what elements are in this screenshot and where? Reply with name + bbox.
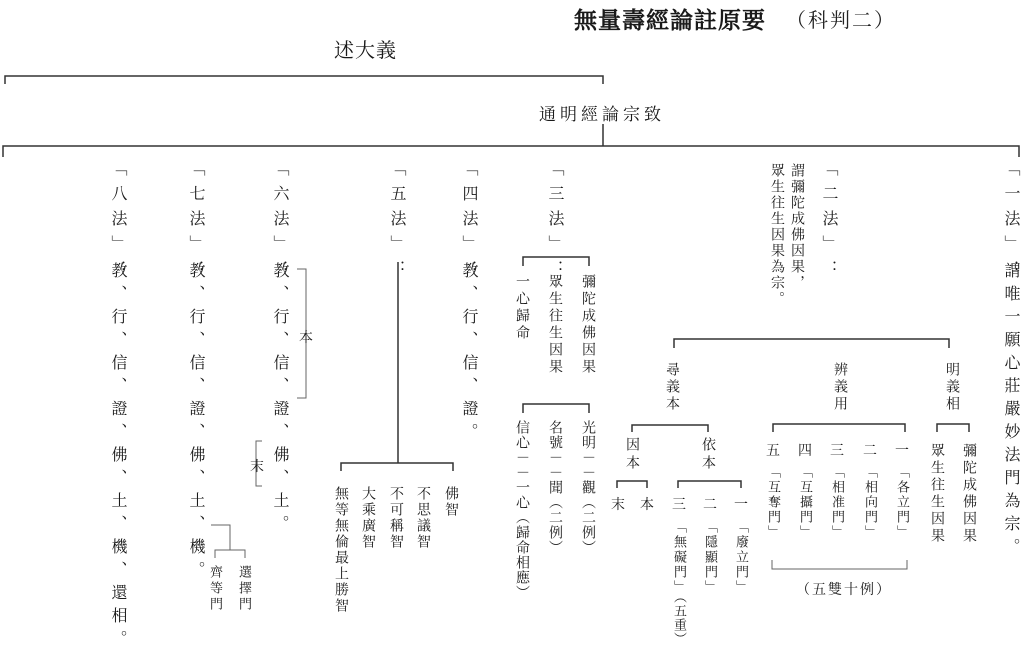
- branch-six-content: 教、行、信、證、佛、土。: [271, 262, 290, 538]
- bianyiyong-huduo-gate: 「互奪門」: [765, 465, 780, 540]
- branch-four-heading: 「四法」：: [460, 160, 479, 285]
- yiben-wuai-gate: 「無礙門」: [671, 520, 686, 595]
- bianyiyong-num-4: 四: [798, 443, 812, 459]
- root-child-label: 通明經論宗致: [539, 105, 665, 125]
- three-second-guangming: 光明－－觀（二例）: [580, 420, 596, 555]
- xunyiben-yinben: 因本: [624, 437, 640, 473]
- yinben-mo: 末: [611, 497, 625, 513]
- three-sub-zhongsheng: 眾生往生因果: [547, 274, 563, 376]
- five-sub-dasheng: 大乘廣智: [360, 486, 376, 550]
- yiben-wuai-note: （五重）: [671, 590, 686, 646]
- group-xunyiben-label: 尋義本: [664, 362, 680, 413]
- two-note-line2: 眾生往生因果為宗。: [769, 163, 785, 307]
- seven-sub-qideng: 齊等門: [207, 565, 222, 613]
- mingyixiang-mituo: 彌陀成佛因果: [961, 443, 977, 545]
- three-second-xinxin: 信心－－一心（歸命相應）: [514, 420, 530, 600]
- branch-four-content: 教、行、信、證。: [460, 262, 479, 446]
- yiben-yinxian-gate: 「隱顯門」: [702, 520, 717, 595]
- page-title: 無量壽經論註原要: [574, 8, 766, 34]
- branch-five-heading: 「五法」：: [388, 160, 407, 285]
- branch-seven-heading: 「七法」：: [187, 160, 206, 285]
- six-root-annotation: 本: [299, 330, 313, 346]
- five-sub-busiyi: 不思議智: [415, 486, 431, 550]
- branch-seven-content: 教、行、信、證、佛、土、機。: [187, 262, 206, 584]
- yiben-feili-gate: 「廢立門」: [733, 520, 748, 595]
- bianyiyong-num-5: 五: [766, 443, 780, 459]
- five-sub-wudeng: 無等無倫最上勝智: [333, 486, 349, 614]
- six-branch-annotation: 末: [250, 459, 264, 475]
- bianyiyong-hushe-gate: 「互攝門」: [797, 465, 812, 540]
- five-sub-fozhi: 佛智: [443, 486, 459, 518]
- seven-sub-xuanze: 選擇門: [236, 565, 251, 613]
- branch-two-heading: 「二法」：: [820, 160, 839, 285]
- page-subtitle: （科判二）: [786, 8, 896, 32]
- bianyiyong-num-1: 一: [895, 443, 909, 459]
- group-mingyixiang-label: 明義相: [944, 362, 960, 413]
- branch-eight-content: 教、行、信、證、佛、土、機、還相。: [109, 262, 128, 653]
- three-sub-mituo: 彌陀成佛因果: [580, 274, 596, 376]
- branch-one-content: 謂唯一願心莊嚴妙法門為宗。: [1002, 262, 1021, 561]
- root-label: 述大義: [334, 38, 397, 62]
- branch-one-heading: 「一法」：: [1002, 160, 1021, 285]
- branch-six-heading: 「六法」：: [271, 160, 290, 285]
- bianyiyong-footnote: （五雙十例）: [796, 582, 892, 598]
- yiben-num-3: 三: [672, 497, 686, 513]
- bianyiyong-num-2: 二: [863, 443, 877, 459]
- xunyiben-yiben: 依本: [700, 437, 716, 473]
- branch-eight-heading: 「八法」：: [109, 160, 128, 285]
- yiben-num-1: 一: [734, 497, 748, 513]
- bianyiyong-xiangzhun-gate: 「相准門」: [829, 465, 844, 540]
- three-second-minghao: 名號－－聞（二例）: [547, 420, 563, 555]
- bianyiyong-geli-gate: 「各立門」: [894, 465, 909, 540]
- three-sub-yixin: 一心歸命: [514, 274, 530, 342]
- yiben-num-2: 二: [703, 497, 717, 513]
- five-sub-bukecheng: 不可稱智: [388, 486, 404, 550]
- group-bianyiyong-label: 辨義用: [832, 362, 848, 413]
- mingyixiang-zhongsheng: 眾生往生因果: [929, 443, 945, 545]
- yinben-ben: 本: [640, 497, 654, 513]
- branch-three-heading: 「三法」：: [546, 160, 565, 285]
- two-note-line1: 謂彌陀成佛因果，: [789, 163, 805, 291]
- bianyiyong-num-3: 三: [830, 443, 844, 459]
- bianyiyong-xiangxiang-gate: 「相向門」: [862, 465, 877, 540]
